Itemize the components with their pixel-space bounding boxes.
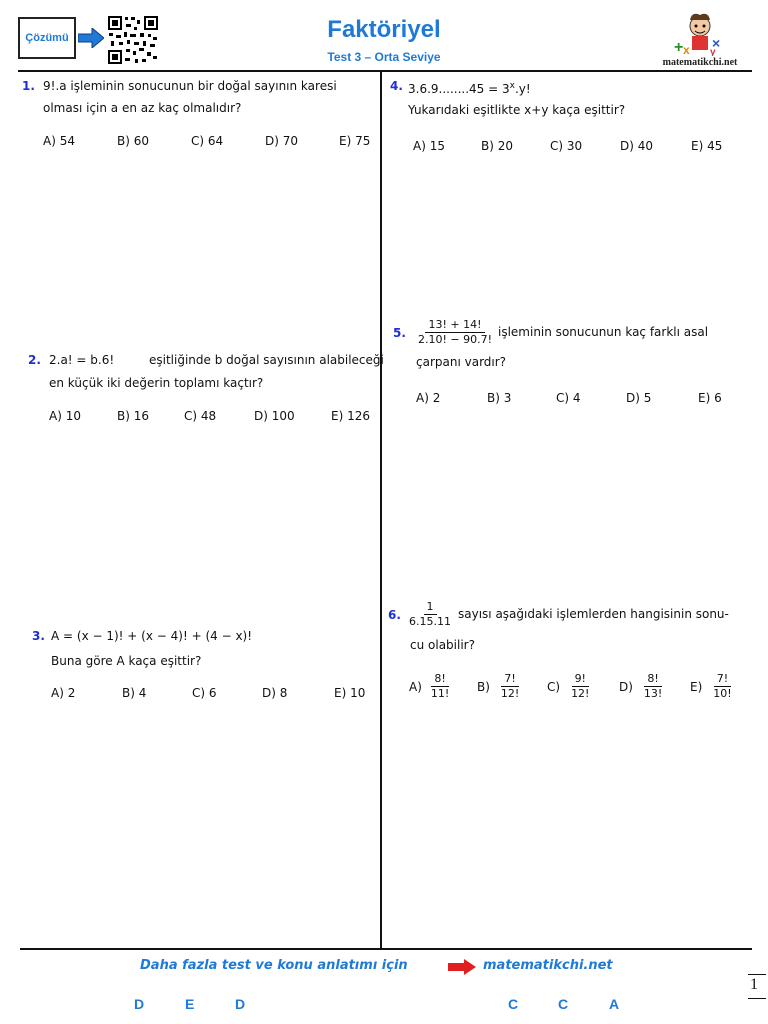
page-number-rule	[748, 974, 766, 975]
question-text-line: olması için a en az kaç olmalıdır?	[43, 101, 242, 115]
answer-key-item: D	[134, 996, 145, 1012]
question-number: 3.	[32, 629, 45, 643]
option-label: C)	[547, 679, 561, 694]
option-d[interactable]: D) 8	[262, 686, 288, 700]
option-e[interactable]: E) 126	[331, 409, 370, 423]
fraction-numerator: 8!	[644, 672, 661, 687]
question-text-line: cu olabilir?	[410, 638, 475, 652]
option-b[interactable]: B) 60	[117, 134, 149, 148]
question-fraction	[406, 600, 454, 629]
option-d[interactable]: D) 100	[254, 409, 295, 423]
page-title: Faktöriyel	[327, 16, 441, 43]
question-text-line: en küçük iki değerin toplamı kaçtır?	[49, 376, 264, 390]
answer-key-item: D	[235, 996, 246, 1012]
option-label: D)	[619, 679, 633, 694]
answer-key-item: C	[508, 996, 519, 1012]
solution-button[interactable]: Çözümü	[18, 17, 76, 59]
option-a[interactable]	[409, 672, 452, 701]
fraction-numerator: 8!	[431, 672, 448, 687]
fraction-denominator: 2.10! − 90.7!	[418, 333, 493, 346]
option-a[interactable]: A) 54	[43, 134, 75, 148]
question-text-line: sayısı aşağıdaki işlemlerden hangisinin sonu-	[458, 607, 729, 621]
footer-divider	[20, 948, 752, 950]
formula-base: 3.6.9........45 = 3	[408, 82, 510, 96]
logo-icon	[670, 12, 730, 56]
option-c[interactable]: C) 64	[191, 134, 224, 148]
fraction-numerator: 1	[424, 600, 437, 615]
option-fraction	[641, 672, 665, 701]
option-fraction	[428, 672, 452, 701]
option-label: B)	[477, 679, 490, 694]
answer-key-item: E	[185, 996, 195, 1012]
svg-text:y: y	[710, 47, 716, 56]
option-fraction	[498, 672, 522, 701]
svg-text:x: x	[683, 43, 690, 56]
fraction-denominator: 10!	[713, 687, 732, 700]
fraction-denominator: 12!	[571, 687, 590, 700]
option-e[interactable]	[690, 672, 735, 701]
option-fraction	[568, 672, 592, 701]
option-a[interactable]: A) 2	[416, 391, 441, 405]
page-number: 1	[750, 976, 758, 993]
question-formula	[408, 75, 531, 101]
option-c[interactable]	[547, 672, 592, 701]
question-number: 5.	[393, 326, 406, 340]
question-text-line: 9!.a işleminin sonucunun bir doğal sayının karesi	[43, 79, 337, 93]
option-e[interactable]: E) 6	[698, 391, 722, 405]
option-b[interactable]: B) 3	[487, 391, 512, 405]
svg-text:+: +	[674, 39, 684, 56]
question-text-line: işleminin sonucunun kaç farklı asal	[498, 325, 709, 339]
question-text-line: Yukarıdaki eşitlikte x+y kaça eşittir?	[408, 103, 626, 117]
option-b[interactable]: B) 4	[122, 686, 147, 700]
option-a[interactable]: A) 15	[413, 139, 445, 153]
option-label: E)	[690, 679, 703, 694]
option-c[interactable]: C) 48	[184, 409, 217, 423]
option-b[interactable]: B) 20	[481, 139, 513, 153]
question-number: 2.	[28, 353, 41, 367]
option-d[interactable]	[619, 672, 665, 701]
question-text-line: Buna göre A kaça eşittir?	[51, 654, 202, 668]
answer-key-item: A	[609, 996, 620, 1012]
option-c[interactable]: C) 6	[192, 686, 217, 700]
fraction-denominator: 13!	[643, 687, 663, 700]
footer-link[interactable]: matematikchi.net	[483, 958, 613, 973]
question-number: 1.	[22, 79, 35, 93]
option-c[interactable]: C) 4	[556, 391, 581, 405]
formula-tail: .y!	[514, 82, 531, 96]
fraction-numerator: 7!	[714, 672, 731, 687]
option-e[interactable]: E) 75	[339, 134, 371, 148]
fraction-denominator: 11!	[430, 687, 450, 700]
question-number: 6.	[388, 608, 401, 622]
formula-exponent: x	[509, 81, 515, 91]
option-a[interactable]: A) 10	[49, 409, 81, 423]
option-d[interactable]: D) 40	[620, 139, 654, 153]
option-d[interactable]: D) 5	[626, 391, 652, 405]
fraction-denominator: 12!	[500, 687, 520, 700]
question-fraction	[415, 318, 495, 347]
logo-text: matematikchi.net	[662, 57, 738, 68]
question-text-line: çarpanı vardır?	[416, 355, 507, 369]
option-b[interactable]	[477, 672, 522, 701]
footer-text: Daha fazla test ve konu anlatımı için	[140, 958, 408, 973]
fraction-numerator: 13! + 14!	[425, 318, 484, 333]
svg-text:×: ×	[712, 35, 721, 51]
option-label: A)	[409, 679, 422, 694]
option-e[interactable]: E) 10	[334, 686, 366, 700]
column-divider	[380, 70, 382, 950]
option-b[interactable]: B) 16	[117, 409, 149, 423]
page-subtitle: Test 3 – Orta Seviye	[327, 50, 441, 64]
option-e[interactable]: E) 45	[691, 139, 723, 153]
option-fraction	[710, 672, 734, 701]
question-text-line: eşitliğinde b doğal sayısının alabileceği	[149, 353, 384, 367]
fraction-numerator: 9!	[572, 672, 589, 687]
option-a[interactable]: A) 2	[51, 686, 76, 700]
header-divider	[18, 70, 752, 72]
fraction-denominator: 6.15.11	[409, 615, 451, 628]
arrow-right-icon	[448, 959, 476, 975]
fraction-numerator: 7!	[501, 672, 518, 687]
page-number-rule	[748, 998, 766, 999]
option-c[interactable]: C) 30	[550, 139, 583, 153]
question-formula: 2.a! = b.6!	[49, 353, 115, 367]
question-formula: A = (x − 1)! + (x − 4)! + (4 − x)!	[51, 629, 253, 643]
question-number: 4.	[390, 79, 403, 93]
answer-key-item: C	[558, 996, 569, 1012]
option-d[interactable]: D) 70	[265, 134, 299, 148]
